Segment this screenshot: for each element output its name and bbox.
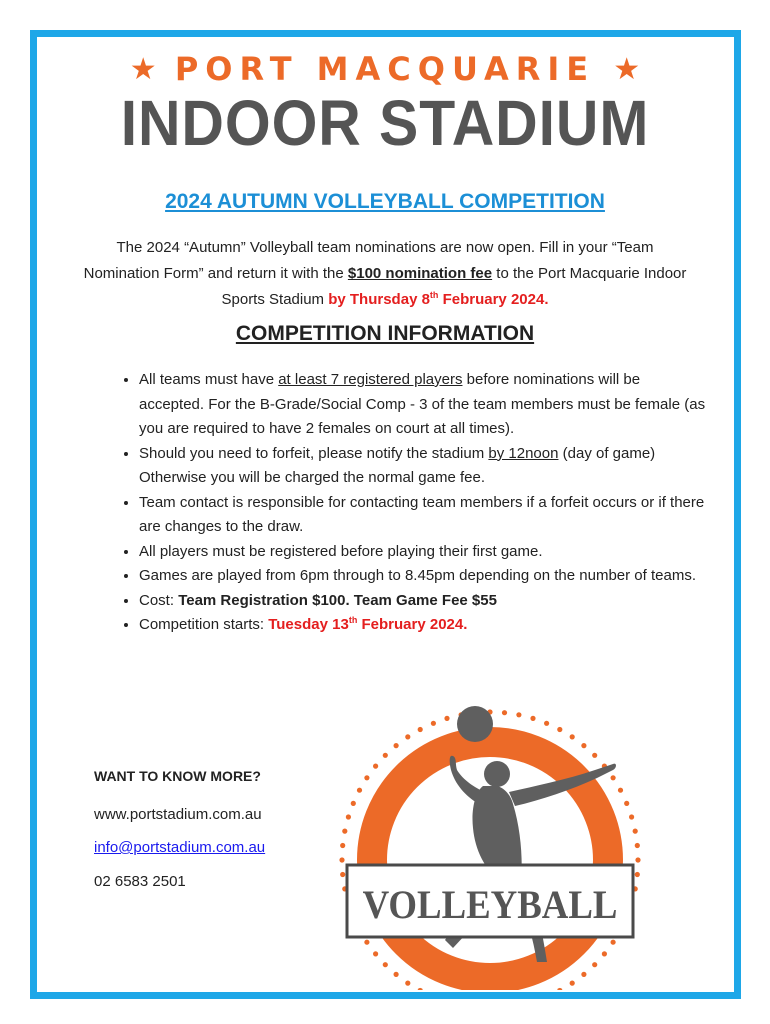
ring-dot [339,857,344,862]
list-item: • Team contact is responsible for contacting team members if a forfeit occurs or if there are changes to the draw. [139,491,709,540]
deadline-sup: th [429,290,439,300]
ring-dot [342,829,347,834]
deadline-text-a: by Thursday 8 [328,291,430,308]
ring-dot [635,857,640,862]
start-label: Competition starts: [139,616,269,633]
ring-dot [633,829,638,834]
ring-dot [592,753,597,758]
phone-number: 02 6583 2501 [94,873,186,890]
ring-dot [516,712,521,717]
competition-title: 2024 AUTUMN VOLLEYBALL COMPETITION [165,190,605,213]
ring-dot [611,775,616,780]
intro-text-1: The 2024 “Autumn” Volleyball team nominations are now open. Fill in your “Team Nomination Form” and return it with the [83,239,654,282]
ring-dot [581,972,586,977]
ring-dot [351,801,356,806]
ring-dot [405,981,410,986]
ring-dot [394,972,399,977]
ring-dot [340,843,345,848]
header-port-macquarie: PORT MACQUARIE [174,50,596,88]
ring-dot [364,775,369,780]
ring-dot [405,734,410,739]
list-item [139,589,709,614]
ring-dot [570,734,575,739]
intro-paragraph [80,235,690,313]
ring-dot [418,727,423,732]
intro-text-2: to the Port Macquarie Indoor Sports Stadium [221,265,687,308]
ring-dot [570,981,575,986]
list-item [139,442,709,491]
ring-dot [530,716,535,721]
bullet-2-b: (day of game) Otherwise you will be charged the normal game fee. [139,444,656,486]
ring-dot [611,940,616,945]
list-item: • All players must be registered before playing their first game. [139,540,709,565]
start-date-a: Tuesday 13 [268,616,349,633]
ring-dot [629,814,634,819]
header-line-1 [0,50,770,88]
email-link[interactable]: info@portstadium.com.au [94,839,266,856]
nomination-fee: $100 nomination fee [347,265,493,282]
ring-dot [346,814,351,819]
ring-dot [581,743,586,748]
ring-dot [544,721,549,726]
start-date-b: February 2024. [357,616,468,633]
info-heading: COMPETITION INFORMATION [235,322,535,345]
contact-title: WANT TO KNOW MORE? [94,768,261,784]
ring-dot [364,940,369,945]
ring-dot [383,962,388,967]
ring-dot [618,788,623,793]
list-item [139,613,709,638]
ring-dot [383,753,388,758]
logo-label: VOLLEYBALL [362,883,618,928]
start-date [268,616,467,633]
bullet-2-underline: by 12noon [488,444,559,462]
ring-dot [431,721,436,726]
ring-dot [592,962,597,967]
ring-dot [502,710,507,715]
ring-dot [357,788,362,793]
bullet-2-a: Should you need to forfeit, please notify the stadium [139,444,489,462]
volleyball-logo [325,700,665,990]
star-icon: ★ [613,52,641,87]
ring-dot [602,951,607,956]
list-item [139,368,709,442]
ring-dot [340,872,345,877]
ring-dot [394,743,399,748]
cost-label: Cost: [139,591,179,609]
website-link[interactable]: www.portstadium.com.au [94,806,262,823]
ball-icon [457,706,493,742]
cost-value: Team Registration $100. Team Game Fee $55 [178,591,497,609]
ring-dot [373,764,378,769]
info-list [111,368,709,638]
ring-dot [444,716,449,721]
header-indoor-stadium: INDOOR STADIUM [120,87,650,159]
ring-dot [557,727,562,732]
bullet-1-underline: at least 7 registered players [278,371,463,388]
star-icon: ★ [129,52,157,87]
bullet-1-b: before nominations will be accepted. For the B-Grade/Social Comp - 3 of the team members must be female (as you are required to have 2 females on court at all times). [139,371,706,437]
ring-dot [418,988,423,990]
ring-dot [635,872,640,877]
ring-dot [635,843,640,848]
ring-dot [373,951,378,956]
start-date-sup: th [348,615,358,625]
deadline [328,291,548,308]
list-item: • Games are played from 6pm through to 8.45pm depending on the number of teams. [139,564,709,589]
deadline-text-b: February 2024. [438,291,549,308]
ring-dot [624,801,629,806]
ring-dot [557,988,562,990]
bullet-1-a: All teams must have [139,371,279,388]
